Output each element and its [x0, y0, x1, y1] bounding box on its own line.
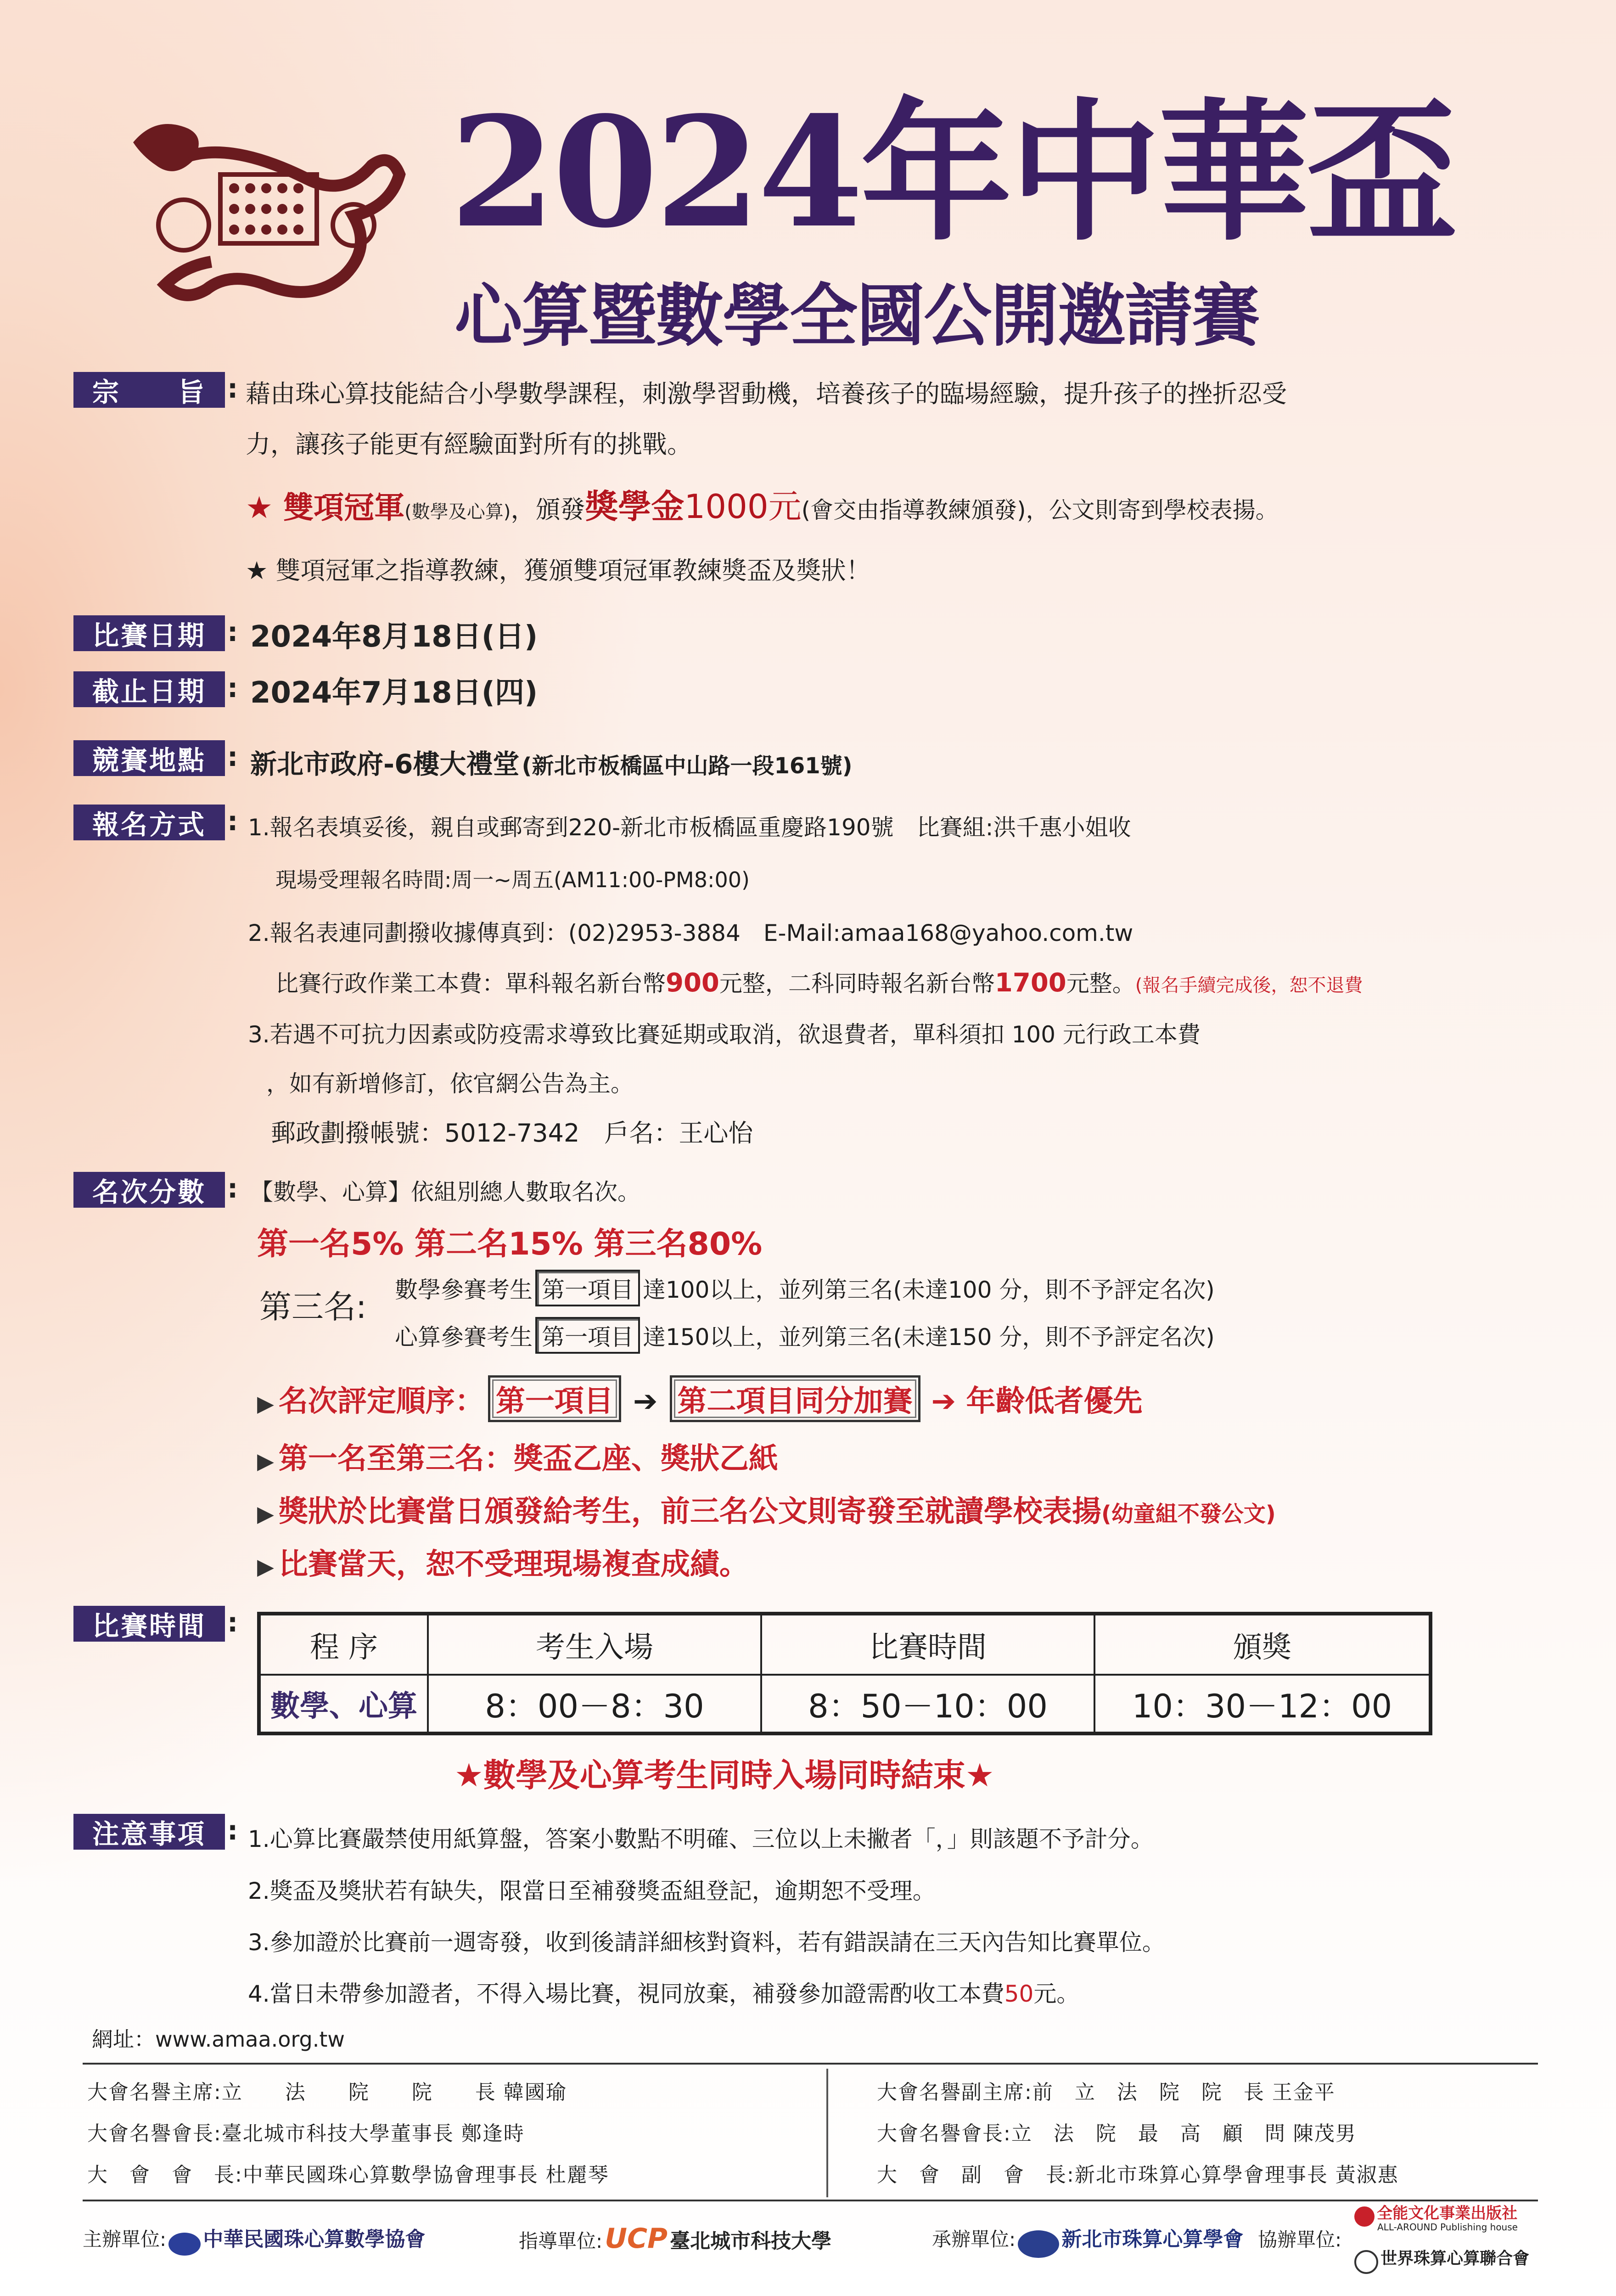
ranking-bullet2	[257, 1435, 778, 1477]
table-header-cell: 比賽時間	[761, 1614, 1094, 1675]
fee-text-b: 元整，二科同時報名新台幣	[719, 970, 995, 997]
page-title: 2024年中華盃	[450, 83, 1456, 261]
ranking-intro: 【數學、心算】依組別總人數取名次。	[250, 1179, 640, 1205]
table-header-row	[259, 1614, 1431, 1675]
fee-single: 900	[666, 968, 719, 998]
schedule-table	[257, 1612, 1432, 1735]
table-cell: 10：30－12：00	[1094, 1675, 1431, 1733]
math-item-box: 第一項目	[535, 1270, 640, 1306]
order-item2-box: 第二項目同分加賽	[670, 1375, 920, 1422]
globe-icon	[168, 2233, 201, 2256]
association-logo-icon	[1018, 2230, 1059, 2258]
table-header-cell: 頒獎	[1094, 1614, 1431, 1675]
ranking-bullet3	[257, 1488, 1276, 1530]
math-third-rule	[395, 1270, 1215, 1306]
organizer-name: 新北市珠算心算學會	[1061, 2228, 1244, 2251]
guide-sponsor	[519, 2223, 831, 2255]
website-link[interactable]: 網址：www.amaa.org.tw	[92, 2027, 345, 2052]
table-cell: 8：50－10：00	[761, 1675, 1094, 1733]
award-text: ，頒發	[511, 495, 585, 524]
host-sponsor	[83, 2223, 425, 2256]
official-right-1: 大會名譽副主席:前 立 法 院 院 長 王金平	[877, 2081, 1335, 2104]
colon: :	[227, 805, 238, 837]
competition-date: 2024年8月18日(日)	[250, 620, 538, 654]
no-refund-note: (報名手續完成後，恕不退費	[1135, 975, 1363, 996]
scholarship-note: (會交由指導教練頒發)，公文則寄到學校表揚。	[801, 497, 1279, 523]
registration-line2: 現場受理報名時間:周一~周五(AM11:00-PM8:00)	[275, 867, 750, 892]
triangle-bullet-icon: ▶	[257, 1391, 274, 1417]
guide-name: 臺北城市科技大學	[670, 2229, 832, 2253]
notes-label: 注意事項	[73, 1814, 225, 1850]
host-name: 中華民國珠心算數學協會	[203, 2228, 426, 2251]
venue-address: (新北市板橋區中山路一段161號)	[522, 753, 853, 779]
purpose-star2: ★ 雙項冠軍之指導教練，獲頒雙項冠軍教練獎盃及獎狀！	[246, 556, 871, 585]
publisher-logo-icon	[1354, 2206, 1375, 2227]
note-2: 2.獎盃及獎狀若有缺失，限當日至補發獎盃組登記，逾期恕不受理。	[248, 1878, 936, 1904]
postal-account: 郵政劃撥帳號：5012-7342 戶名：王心怡	[271, 1119, 753, 1148]
host-label: 主辦單位:	[83, 2228, 167, 2251]
table-header-cell: 考生入場	[428, 1614, 761, 1675]
colon: :	[227, 1173, 238, 1204]
note-3: 3.參加證於比賽前一週寄發，收到後請詳細核對資料，若有錯誤請在三天內告知比賽單位。	[248, 1929, 1165, 1956]
note-4	[248, 1975, 1079, 2009]
federation-logo-icon	[1354, 2250, 1378, 2274]
ranking-bullet4	[257, 1541, 749, 1583]
scholarship-amount: 1000元	[684, 487, 802, 526]
official-right-3: 大 會 副 會 長:新北市珠算心算學會理事長 黃淑惠	[877, 2163, 1399, 2187]
colon: :	[227, 1607, 238, 1638]
table-row	[259, 1675, 1431, 1733]
ranking-order	[257, 1375, 1142, 1422]
mental-threshold: 達150以上，並列第三名(未達150 分，則不予評定名次)	[643, 1324, 1215, 1351]
mental-third-rule	[395, 1317, 1215, 1354]
mental-candidate: 心算參賽考生	[395, 1324, 533, 1351]
third-place-label: 第三名:	[259, 1288, 367, 1326]
ucp-logo-icon: UCP	[605, 2223, 668, 2255]
double-champion-text: ★ 雙項冠軍	[246, 490, 405, 525]
venue-name: 新北市政府-6樓大禮堂	[250, 748, 520, 780]
publisher-name: 全能文化事業出版社	[1377, 2204, 1518, 2223]
registration-line5: 3.若遇不可抗力因素或防疫需求導致比賽延期或取消，欲退費者，單科須扣 100 元行政工本費	[248, 1021, 1201, 1048]
official-left-2: 大會名譽會長:臺北城市科技大學董事長 鄭逢時	[87, 2122, 525, 2145]
dragon-logo	[115, 110, 409, 312]
registration-line1: 1.報名表填妥後，親自或郵寄到220-新北市板橋區重慶路190號 比賽組:洪千惠小姐收	[248, 814, 1131, 841]
ranking-percent: 第一名5% 第二名15% 第三名80%	[257, 1226, 763, 1262]
schedule-note: ★數學及心算考生同時入場同時結束★	[454, 1756, 994, 1794]
colon: :	[227, 616, 238, 647]
fee-text-c: 元整。	[1066, 970, 1135, 997]
schedule-label: 比賽時間	[73, 1606, 225, 1642]
divider	[83, 2063, 1538, 2065]
publisher-en: ALL-AROUND Publishing house	[1377, 2222, 1518, 2233]
official-left-1: 大會名譽主席:立 法 院 院 長 韓國瑜	[87, 2081, 567, 2104]
registration-fee	[275, 965, 1363, 998]
arrow-icon: ➔	[633, 1384, 658, 1418]
purpose-label: 宗 旨	[73, 372, 225, 408]
purpose-line2: 力，讓孩子能更有經驗面對所有的挑戰。	[246, 430, 692, 459]
divider	[83, 2200, 1538, 2201]
purpose-star1	[246, 480, 1279, 528]
venue-text	[250, 743, 853, 781]
scholarship-text: 獎學金	[585, 487, 685, 526]
co-label: 協辦單位:	[1258, 2228, 1342, 2251]
page-subtitle: 心算暨數學全國公開邀請賽	[454, 276, 1259, 355]
official-left-3: 大 會 會 長:中華民國珠心算數學協會理事長 杜麗琴	[87, 2163, 609, 2187]
deadline-date: 2024年7月18日(四)	[250, 676, 538, 710]
certificate-text: 獎狀於比賽當日頒發給考生，前三名公文則寄發至就讀學校表揚	[278, 1495, 1101, 1529]
co-sponsor-2	[1354, 2245, 1529, 2274]
math-threshold: 達100以上，並列第三名(未達100 分，則不予評定名次)	[643, 1277, 1215, 1303]
math-candidate: 數學參賽考生	[395, 1277, 533, 1303]
note-1: 1.心算比賽嚴禁使用紙算盤，答案小數點不明確、三位以上未撇者「，」則該題不予計分。	[248, 1826, 1154, 1852]
kindergarten-note: (幼童組不發公文)	[1101, 1501, 1276, 1527]
colon: :	[227, 741, 238, 772]
registration-label: 報名方式	[73, 805, 225, 840]
note-4-fee: 50	[1004, 1981, 1034, 2007]
note-4-text: 4.當日未帶參加證者，不得入場比賽，視同放棄，補發參加證需酌收工本費	[248, 1981, 1004, 2007]
venue-label: 競賽地點	[73, 740, 225, 776]
fee-double: 1700	[994, 968, 1066, 998]
registration-line3: 2.報名表連同劃撥收據傳真到：(02)2953-3884 E-Mail:amaa168@yahoo.com.tw	[248, 920, 1133, 946]
organizer-sponsor	[932, 2223, 1243, 2258]
date-label: 比賽日期	[73, 615, 225, 651]
colon: :	[227, 1815, 238, 1846]
table-header-cell: 程 序	[259, 1614, 428, 1675]
purpose-line1: 藉由珠心算技能結合小學數學課程，刺激學習動機，培養孩子的臨場經驗，提升孩子的挫折忍受	[246, 379, 1287, 408]
official-right-2: 大會名譽會長:立 法 院 最 高 顧 問 陳茂男	[877, 2122, 1357, 2145]
federation-name: 世界珠算心算聯合會	[1380, 2249, 1530, 2268]
ranking-label: 名次分數	[73, 1172, 225, 1208]
triangle-bullet-icon: ▶	[257, 1501, 274, 1527]
table-cell: 數學、心算	[259, 1675, 428, 1733]
organizer-label: 承辦單位:	[932, 2228, 1016, 2251]
double-champion-note: (數學及心算)	[404, 501, 511, 523]
triangle-bullet-icon: ▶	[257, 1448, 274, 1474]
prize-text: 第一名至第三名：獎盃乙座、獎狀乙紙	[278, 1442, 778, 1476]
guide-label: 指導單位:	[519, 2230, 603, 2252]
table-cell: 8：00－8：30	[428, 1675, 761, 1733]
mental-item-box: 第一項目	[535, 1317, 640, 1354]
deadline-label: 截止日期	[73, 671, 225, 707]
colon: :	[227, 672, 238, 703]
fee-text-a: 比賽行政作業工本費：單科報名新台幣	[275, 970, 666, 997]
divider	[826, 2069, 828, 2197]
order-age-rule: ➔ 年齡低者優先	[931, 1384, 1143, 1418]
order-item1-box: 第一項目	[488, 1375, 621, 1422]
no-recheck-text: 比賽當天，恕不受理現場複查成績。	[278, 1548, 749, 1581]
registration-line6: ，如有新增修訂，依官網公告為主。	[266, 1070, 634, 1097]
colon: :	[227, 373, 238, 404]
triangle-bullet-icon: ▶	[257, 1554, 274, 1580]
note-4-unit: 元。	[1033, 1981, 1080, 2007]
order-label: 名次評定順序：	[278, 1384, 484, 1418]
